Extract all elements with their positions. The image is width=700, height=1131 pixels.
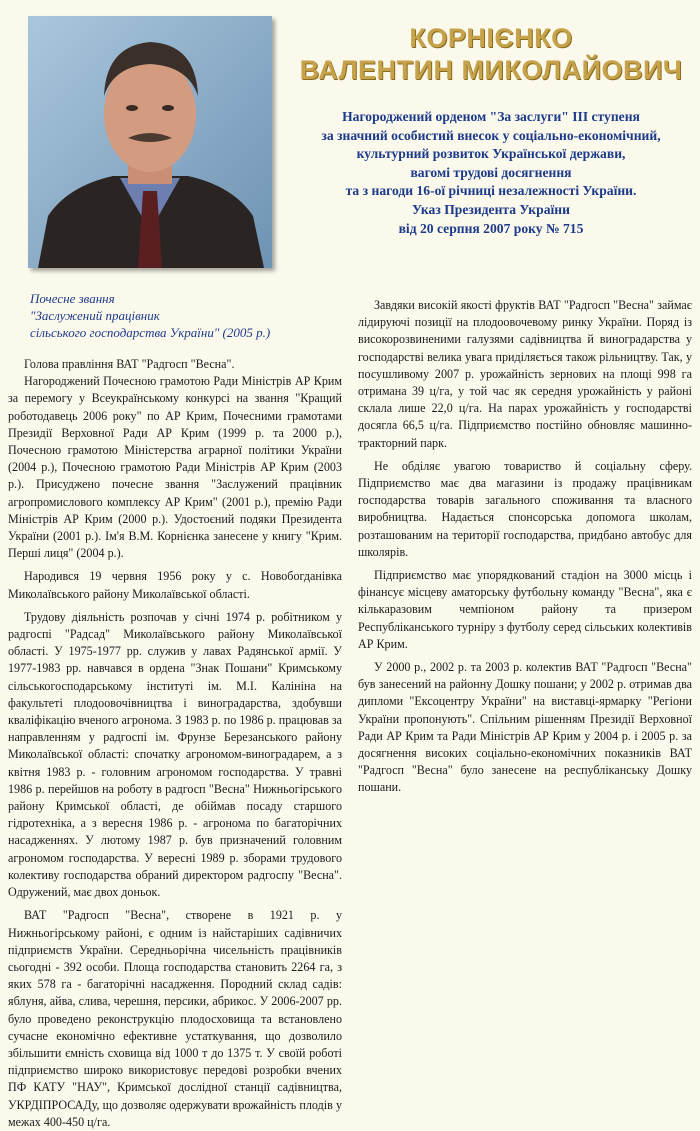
award-line: Нагороджений орденом "За заслуги" III ступеня: [342, 109, 640, 124]
given-names: ВАЛЕНТИН МИКОЛАЙОВИЧ: [299, 55, 683, 85]
paragraph: Завдяки високій якості фруктів ВАТ "Радгосп "Весна" займає лідируючі позиції на плодоовочевому ринку України. Поряд із високорозвиненими галузями садівництва й виноградарства у господарстві велика увага приділяється також рільництву. Так, у посушливому 2007 р. урожайність зернових на площі 998 га отримана 39 ц/га, у той час як середня урожайність у районі склала лише 22,0 ц/га. На парах урожайність у господарстві досягла 66,5 ц/га. Підприємство постійно обновляє машинно-тракторний парк.: [358, 298, 692, 450]
honorary-title-line: Почесне звання: [30, 291, 115, 306]
honorary-title-note: [30, 290, 340, 341]
paragraph: Голова правління ВАТ "Радгосп "Весна".: [24, 357, 235, 371]
honorary-title-line: "Заслужений працівник: [30, 308, 160, 323]
award-line: за значний особистий внесок у соціально-економічний,: [321, 127, 661, 143]
paragraph: У 2000 р., 2002 р. та 2003 р. колектив ВАТ "Радгосп "Весна" був занесений на районну Дошку пошани; у 2002 р. отримав два дипломи "Ексоцентру України" на виставці-ярмарку "Регіони України пропонують". Спільним рішенням Президії Верховної Ради АР Крим та Ради Міністрів АР Крим у 2004 р. і 2005 р. за досягнення високих соціально-економічних показників ВАТ "Радгосп "Весна" було занесене на республіканську Дошку пошани.: [358, 660, 692, 795]
paragraph: Нагороджений Почесною грамотою Ради Міністрів АР Крим за перемогу у Всеукраїнському конкурсі на звання "Кращий роботодавець 2006 року" по АР Крим, Почесними грамотами Президії Верховної Ради АР Крим (1999 р. та 2000 р.), Почесною грамотою Міністерства аграрної політики України (2004 р.), Почесною грамотою Ради Міністрів АР Крим (2003 р.). Присуджено почесне звання "Заслужений працівник агропромислового комплексу АР Крим" (2001 р.), премію Ради Міністрів АР Крим (2000 р.). Удостоєний подяки Президента України (2001 р.). Ім'я В.М. Корнієнка занесене у книгу "Крим. Перші лиця" (2004 р.).: [8, 374, 342, 561]
surname: КОРНІЄНКО: [409, 23, 573, 53]
award-line: культурний розвиток Української держави,: [356, 146, 626, 162]
paragraph: Підприємство має упорядкований стадіон на 3000 місць і фінансує місцеву аматорську футбольну команду "Весна", яка є кількаразовим чемпіоном району та призером Республіканського турніру з футболу серед сільських колективів АР Крим.: [358, 568, 692, 651]
paragraph: Трудову діяльність розпочав у січні 1974 р. робітником у радгоспі "Радсад" Миколаївського району Миколаївської області. У 1975-1977 рр. служив у лавах Радянської армії. У 1977-1983 рр. навчався в ордена "Знак Пошани" Кримському сільськогосподарському інституті ім. М.І. Калініна на факультеті плодоовочівництва і виноградарства, здобувши кваліфікацію вченого агронома. З 1983 р. по 1986 р. працював за направленням у радгоспі ім. Фрунзе Березанського району Миколаївської області: спочатку агрономом-виноградарем, а з квітня 1983 р. - головним агрономом господарства. У травні 1986 р. перейшов на роботу в радгосп "Весна" Нижньогірського району Кримської області, де обіймав посаду старшого гідротехніка, а з вересня 1986 р. - агронома по багаторічних насадженнях. У лютому 1987 р. був призначений головним агрономом господарства. У вересні 1989 р. зборами трудового колективу господарства обраний директором радгоспу "Весна". Одружений, має двох доньок.: [8, 609, 342, 900]
left-text-column: [8, 356, 342, 1131]
portrait-photo: [28, 16, 272, 268]
paragraph: ВАТ "Радгосп "Весна", створене в 1921 р. у Нижньогірському районі, є одним із найстаріших садівничих підприємств України. Середньорічна чисельність працівників сьогодні - 392 особи. Площа господарства становить 2264 га, з яких 578 га - багаторічні насадження. Породний склад садів: яблуня, айва, слива, черешня, персики, абрикос. У 2006-2007 рр. було проведено реконструкцію плодосховища та встановлено сучасне економічно ефективне устаткування, що дозволило збільшити ємність сховища від 1000 т до 1375 т. У своїй роботі підприємство широко використовує передові розробки вчених ПФ КАТУ "НАУ", Кримської дослідної станції садівництва, УКРДІПРОСАДу, що дозволяє одержувати врожайність плодів у межах 400-450 ц/га.: [8, 908, 342, 1129]
paragraph: Не обділяє увагою товариство й соціальну сферу. Підприємство має два магазини із продажу працівникам господарства товарів загального споживання та власного виробництва. Надається спонсорська допомога школам, розташованим на території господарства, придбано автобус для школярів.: [358, 458, 692, 559]
award-line: вагомі трудові досягнення: [410, 164, 572, 180]
person-name: [290, 22, 692, 86]
portrait-illustration: [28, 16, 272, 268]
award-line: від 20 серпня 2007 року № 715: [398, 220, 584, 236]
right-text-column: [358, 291, 692, 797]
paragraph: Народився 19 червня 1956 року у с. Новобогданівка Миколаївського району Миколаївської області.: [8, 569, 342, 601]
award-statement: [290, 108, 692, 238]
award-line: та з нагоди 16-ої річниці незалежності України.: [345, 183, 637, 199]
honorary-title-line: сільського господарства України" (2005 р.): [30, 325, 271, 340]
award-line: Указ Президента України: [412, 201, 570, 217]
